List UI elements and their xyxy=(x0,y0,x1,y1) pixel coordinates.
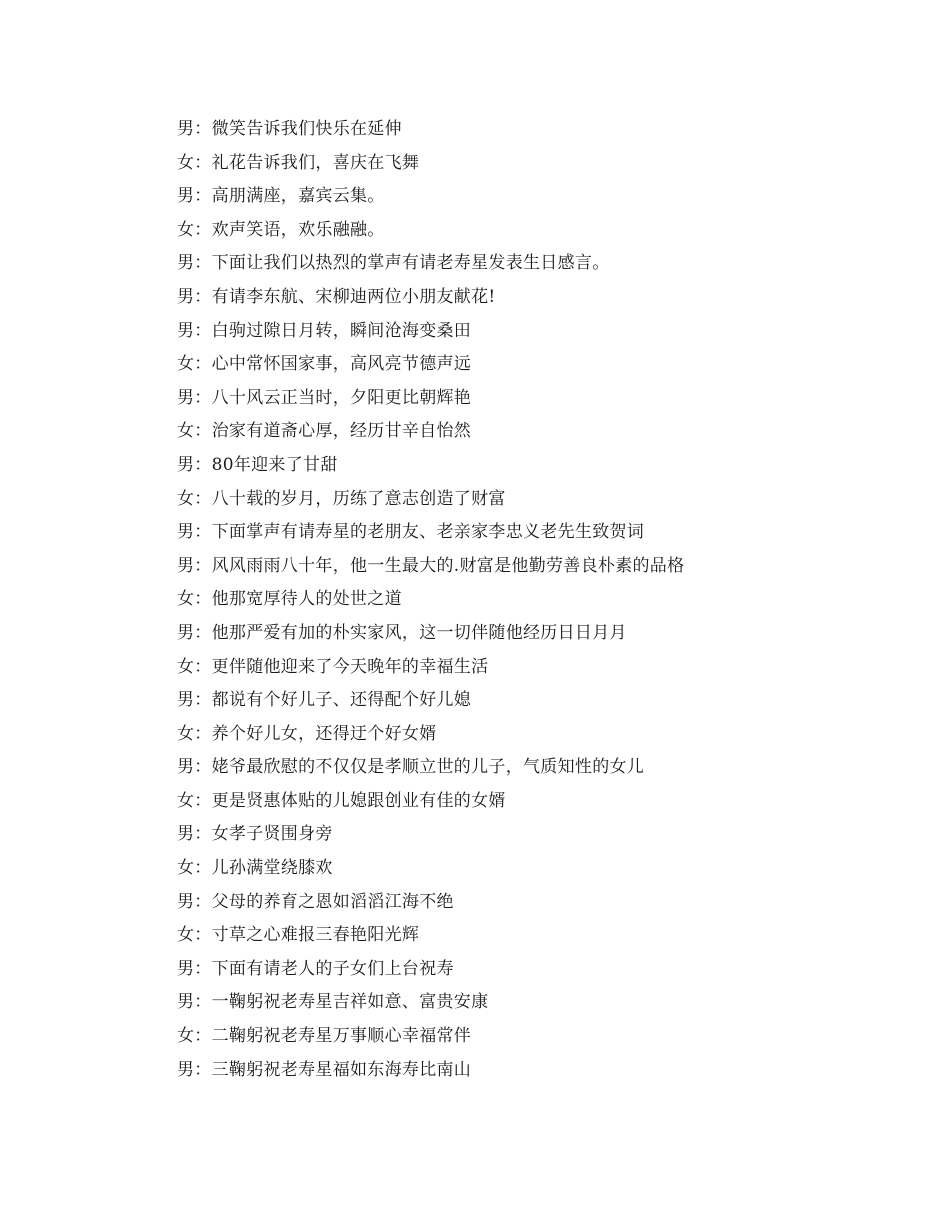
script-line: 女：心中常怀国家事，高风亮节德声远 xyxy=(177,354,472,375)
script-line: 女：寸草之心难报三春艳阳光辉 xyxy=(177,925,420,946)
script-line: 男：三鞠躬祝老寿星福如东海寿比南山 xyxy=(177,1059,472,1080)
script-line: 女：儿孙满堂绕膝欢 xyxy=(177,858,333,879)
script-line: 女：欢声笑语，欢乐融融。 xyxy=(177,219,385,240)
script-line: 男：下面有请老人的子女们上台祝寿 xyxy=(177,958,454,979)
script-line: 男：风风雨雨八十年，他一生最大的.财富是他勤劳善良朴素的品格 xyxy=(177,555,685,576)
script-line: 男：微笑告诉我们快乐在延伸 xyxy=(177,119,402,139)
script-line: 男：下面让我们以热烈的掌声有请老寿星发表生日感言。 xyxy=(177,253,610,274)
script-line: 男：女孝子贤围身旁 xyxy=(177,824,333,845)
script-line: 男：下面掌声有请寿星的老朋友、老亲家李忠义老先生致贺词 xyxy=(177,522,645,543)
script-line: 男：高朋满座，嘉宾云集。 xyxy=(177,186,385,207)
script-line: 女：八十载的岁月，历练了意志创造了财富 xyxy=(177,488,506,509)
script-line: 女：养个好儿女，还得迂个好女婿 xyxy=(177,723,437,744)
script-line: 男：父母的养育之恩如滔滔江海不绝 xyxy=(177,891,454,912)
script-line: 女：治家有道斋心厚，经历甘辛自怡然 xyxy=(177,421,472,442)
script-line: 男：有请李东航、宋柳迪两位小朋友献花! xyxy=(177,286,496,307)
script-line: 女：礼花告诉我们，喜庆在飞舞 xyxy=(177,152,420,173)
script-line: 男：都说有个好儿子、还得配个好儿媳 xyxy=(177,690,472,711)
script-line: 女：二鞠躬祝老寿星万事顺心幸福常伴 xyxy=(177,1026,472,1047)
script-line: 女：他那宽厚待人的处世之道 xyxy=(177,589,402,610)
script-line: 男：白驹过隙日月转，瞬间沧海变桑田 xyxy=(177,320,472,341)
script-line: 男：八十风云正当时，夕阳更比朝辉艳 xyxy=(177,387,472,408)
script-line: 男：姥爷最欣慰的不仅仅是孝顺立世的儿子，气质知性的女儿 xyxy=(177,757,645,778)
script-line: 男：他那严爱有加的朴实家风，这一切伴随他经历日日月月 xyxy=(177,622,627,643)
script-line: 女：更伴随他迎来了今天晚年的幸福生活 xyxy=(177,656,489,677)
script-line: 男：80年迎来了甘甜 xyxy=(177,454,338,475)
script-line: 男：一鞠躬祝老寿星吉祥如意、富贵安康 xyxy=(177,992,489,1013)
script-body xyxy=(177,113,877,1087)
script-line: 女：更是贤惠体贴的儿媳跟创业有佳的女婿 xyxy=(177,790,506,811)
